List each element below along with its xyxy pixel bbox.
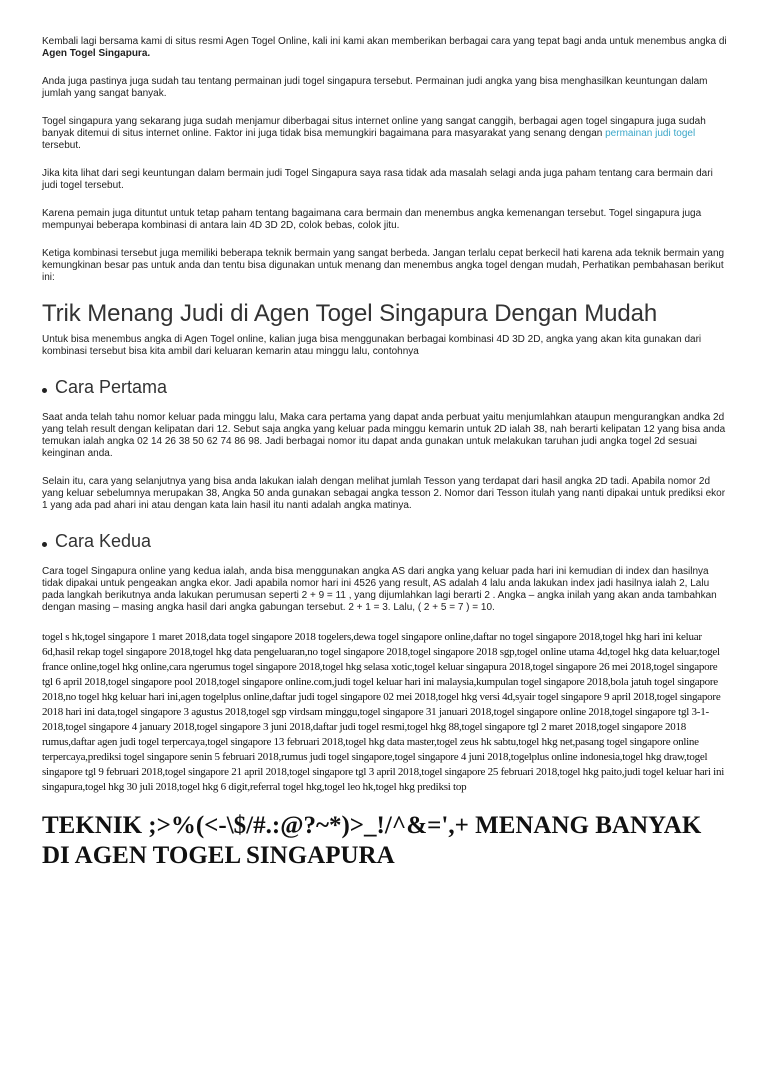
- cara-pertama-paragraph-2: Selain itu, cara yang selanjutnya yang bisa anda lakukan ialah dengan melihat jumlah Tesson yang terdapat dari hasil angka 2D tadi. Apabila nomor 2d yang keluar sebelumnya merupakan 38, Angka 50 anda gunakan sebagai angka tesson 2. Nomor dari Tesson itulah yang nanti dipakai untuk prediksi ekor 1 yang ada pad ahari ini atau dengan kata lain hasil itu nanti adalah angka matinya.: [42, 476, 726, 511]
- intro-paragraph-1: [42, 36, 728, 60]
- paragraph-text: tersebut.: [42, 140, 81, 151]
- cara-kedua-paragraph-1: Cara togel Singapura online yang kedua ialah, anda bisa menggunakan angka AS dari angka yang keluar pada hari ini kemudian di index dan hasilnya tidak dipakai untuk pengeakan angka ekor. Jadi apabila nomor hari ini 4526 yang result, AS adalah 4 lalu anda lakukan index jadi hasilnya ialah 2, Lalu pada langkah berikutnya anda lakukan perumusan seperti 2 + 9 = 11 , yang dijumlahkan lagi berarti 2 . Angka – angka inilah yang akan anda tambahkan dengan masing – masing angka hasil dari angka gabungan tersebut. 2 + 1 = 3. Lalu, ( 2 + 5 = 7 ) = 10.: [42, 566, 717, 613]
- keyword-tags-paragraph: togel s hk,togel singapore 1 maret 2018,data togel singapore 2018 togelers,dewa togel singapore online,daftar no togel singapore 2018,togel hkg hari ini keluar 6d,hasil rekap togel singapore 2018,togel hkg data pengeluaran,no togel singapore 2018,togel singapore 2018 sgp,togel online utama 4d,togel hkg data keluar,togel france online,togel hkg online,cara ngerumus togel singapore 2018,togel hkg selasa xotic,togel keluar singapura 2018,togel singapore 26 mei 2018,togel singapore tgl 6 april 2018,togel singapore pool 2018,togel singapore online.com,judi togel keluar hari ini malaysia,kumpulan togel singapore 2018,bola jatuh togel singapore 2018,no togel hkg keluar hari ini,agen togelplus online,daftar judi togel singapore 02 mei 2018,togel hkg versi 4d,syair togel singapore 9 april 2018,togel singapore 2018 hari ini data,togel singapore 3 agustus 2018,togel sgp virdsam minggu,togel singapore 31 januari 2018,togel singapore online 2018,togel singapore tgl 3-1-2018,togel singapore 4 january 2018,togel singapore 3 juni 2018,daftar judi togel resmi,togel hkg 88,togel singapore tgl 2 maret 2018,togel singapore 2018 rumus,daftar agen judi togel terpercaya,togel singapore 13 februari 2018,togel hkg data master,togel zeus hk sabtu,togel hkg net,pasang togel singapore online terpercaya,prediksi togel singapore senin 5 februari 2018,rumus judi togel singapore,togel singapore 4 juni 2018,togelplus online indonesia,togel hkg draw,togel singapore tgl 9 februari 2018,togel singapore 21 april 2018,togel singapore tgl 3 april 2018,togel singapore 25 februari 2018,togel hkg paito,judi togel keluar hari ini singapura,togel hkg 30 juli 2018,togel hkg 6 digit,referral togel hkg,togel leo hk,togel hkg prediksi top: [42, 631, 724, 793]
- paragraph-text: Kembali lagi bersama kami di situs resmi Agen Togel Online, kali ini kami akan memberikan berbagai cara yang tepat bagi anda untuk menembus angka di: [42, 36, 727, 47]
- bullet-icon: [42, 542, 47, 547]
- section-heading-cara-pertama: [42, 376, 728, 398]
- teknik-heading: TEKNIK ;>%(<-\$/#.:@?~*)>_!/^&=',+ MENANG BANYAK DI AGEN TOGEL SINGAPURA: [42, 812, 702, 869]
- intro-paragraph-6: Ketiga kombinasi tersebut juga memiliki beberapa teknik bermain yang sangat berbeda. Jangan terlalu cepat berkecil hati karena ada teknik bermain yang kemungkinan besar pas untuk anda dan tentu bisa digunakan untuk menang dan menembus angka togel dengan mudah, Perhatikan pembahasan berikut ini:: [42, 248, 725, 283]
- permainan-judi-togel-link[interactable]: permainan judi togel: [605, 128, 696, 139]
- section-title: Cara Pertama: [55, 377, 168, 397]
- cara-pertama-paragraph-1: Saat anda telah tahu nomor keluar pada minggu lalu, Maka cara pertama yang dapat anda perbuat yaitu menjumlahkan ataupun mengurangkan andka 2d yang telah result dengan kelipatan dari 12. Sebut saja angka yang keluar pada minggu kemarin untuk 2D ialah 38, nah berarti kelipatan 12 yang bisa anda temukan ialah angka 02 14 26 38 50 62 74 86 98. Jadi berbagai nomor itu dapat anda gunakan untuk melakukan taruhan judi angka togel 2d sesuai keinginan anda.: [42, 412, 726, 459]
- main-heading: Trik Menang Judi di Agen Togel Singapura Dengan Mudah: [42, 300, 658, 327]
- section-heading-cara-kedua: [42, 530, 728, 552]
- intro-paragraph-5: Karena pemain juga dituntut untuk tetap paham tentang bagaimana cara bermain dan menembus angka kemenangan tersebut. Togel singapura juga mempunyai beberapa kombinasi di antara lain 4D 3D 2D, colok bebas, colok jitu.: [42, 208, 702, 231]
- document-page: [42, 36, 728, 871]
- intro-paragraph-4: Jika kita lihat dari segi keuntungan dalam bermain judi Togel Singapura saya rasa tidak ada masalah selagi anda juga paham tentang cara bermain dari judi togel tersebut.: [42, 168, 713, 191]
- section-title: Cara Kedua: [55, 531, 152, 551]
- paragraph-text: Togel singapura yang sekarang juga sudah menjamur diberbagai situs internet online yang sangat canggih, berbagai agen togel singapura juga sudah banyak ditemui di situs internet online. Faktor ini juga tidak bisa memungkiri bagaimana para masyarakat yang senang dengan: [42, 116, 706, 139]
- intro-paragraph-3: [42, 116, 728, 152]
- bullet-icon: [42, 388, 47, 393]
- bold-keyword: Agen Togel Singapura.: [42, 48, 151, 59]
- method-intro-paragraph: Untuk bisa menembus angka di Agen Togel online, kalian juga bisa menggunakan berbagai kombinasi 4D 3D 2D, angka yang akan kita gunakan dari kombinasi tersebut bisa kita ambil dari keluaran kemarin atau minggu lalu, contohnya: [42, 334, 702, 357]
- intro-paragraph-2: Anda juga pastinya juga sudah tau tentang permainan judi togel singapura tersebut. Permainan judi angka yang bisa menghasilkan keuntungan dalam jumlah yang sangat banyak.: [42, 76, 708, 99]
